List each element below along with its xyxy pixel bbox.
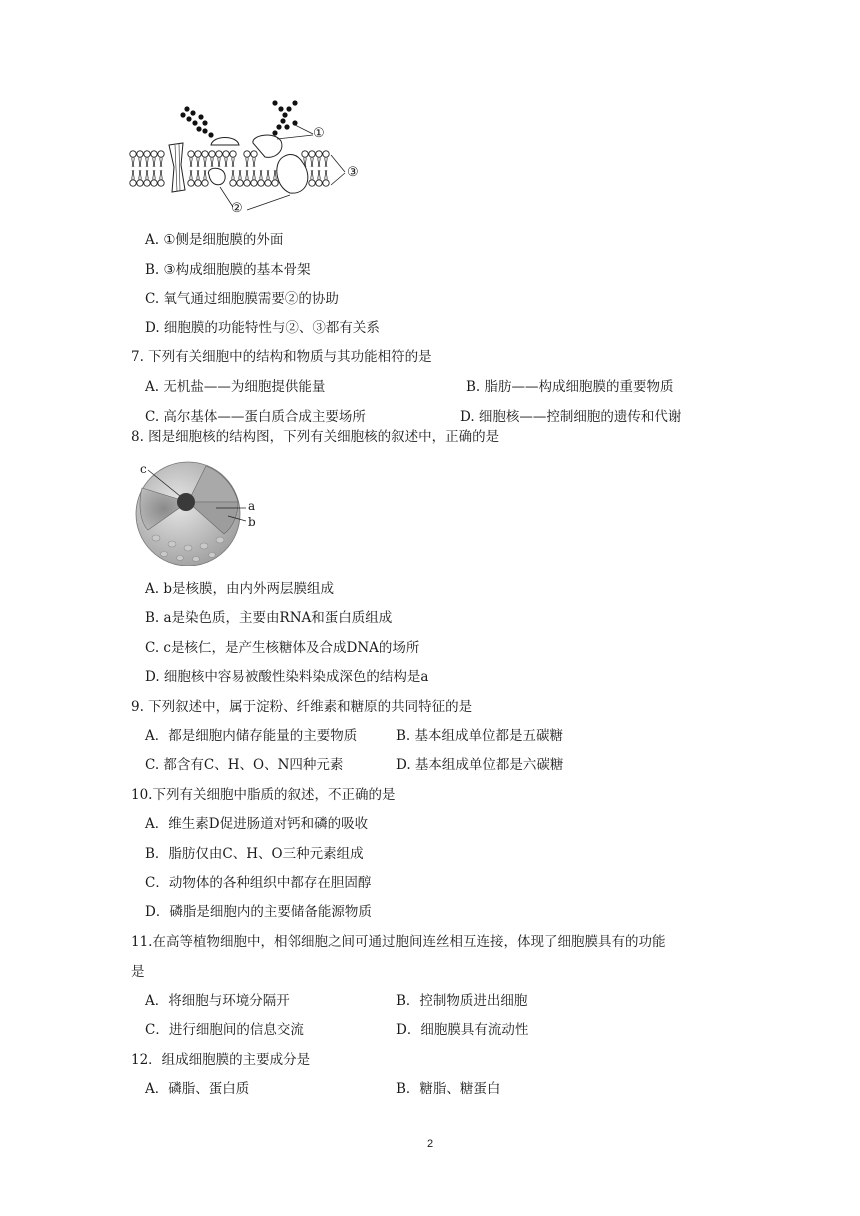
- q12-option-b: B．糖脂、糖蛋白: [396, 1081, 501, 1097]
- q10-option-a: A．维生素D促进肠道对钙和磷的吸收: [145, 816, 369, 832]
- nucleus-label-b: b: [248, 515, 256, 529]
- q7-option-d: D. 细胞核——控制细胞的遗传和代谢: [460, 409, 682, 425]
- inner-protein: [208, 168, 225, 185]
- q6-option-b: B. ③构成细胞膜的基本骨架: [145, 262, 311, 278]
- q8-option-d: D. 细胞核中容易被酸性染料染成深色的结构是a: [145, 669, 429, 685]
- q9-option-c: C. 都含有C、H、O、N四种元素: [145, 757, 344, 773]
- q11-option-d: D．细胞膜具有流动性: [396, 1022, 529, 1038]
- q7-stem: 7. 下列有关细胞中的结构和物质与其功能相符的是: [131, 349, 432, 365]
- q6-option-a: A. ①侧是细胞膜的外面: [145, 232, 284, 248]
- figure-label-2: ②: [231, 201, 243, 216]
- q12-option-a: A．磷脂、蛋白质: [145, 1081, 250, 1097]
- q8-option-b: B. a是染色质，主要由RNA和蛋白质组成: [145, 610, 393, 626]
- peripheral-protein: [211, 138, 239, 146]
- q7-option-b: B. 脂肪——构成细胞膜的重要物质: [466, 379, 674, 395]
- figure-label-1: ①: [313, 126, 325, 141]
- nucleus-label-c: c: [140, 462, 147, 476]
- q8-stem: 8. 图是细胞核的结构图，下列有关细胞核的叙述中，正确的是: [131, 429, 500, 445]
- q10-option-c: C．动物体的各种组织中都存在胆固醇: [145, 875, 372, 891]
- q7-option-c: C. 高尔基体——蛋白质合成主要场所: [145, 409, 366, 425]
- q11-option-c: C．进行细胞间的信息交流: [145, 1022, 304, 1038]
- figure-label-3: ③: [347, 165, 359, 180]
- page-number: 2: [426, 1138, 434, 1150]
- q8-option-c: C. c是核仁，是产生核糖体及合成DNA的场所: [145, 640, 420, 656]
- q9-option-d: D. 基本组成单位都是六碳糖: [396, 757, 564, 773]
- nucleus-label-a: a: [248, 499, 256, 513]
- q9-option-a: A．都是细胞内储存能量的主要物质: [145, 728, 358, 744]
- q6-option-c: C. 氧气通过细胞膜需要②的协助: [145, 291, 339, 307]
- q11-stem-line2: 是: [131, 964, 145, 980]
- cell-nucleus-figure: [128, 458, 268, 566]
- q6-option-d: D. 细胞膜的功能特性与②、③都有关系: [145, 320, 380, 336]
- q8-option-a: A. b是核膜，由内外两层膜组成: [145, 581, 334, 597]
- cell-membrane-figure: [125, 95, 375, 220]
- glycoprotein-chain-right: [272, 100, 297, 135]
- q12-stem: 12．组成细胞膜的主要成分是: [131, 1052, 311, 1068]
- q11-option-b: B．控制物质进出细胞: [396, 993, 528, 1009]
- q10-option-d: D．磷脂是细胞内的主要储备能源物质: [145, 904, 372, 920]
- q9-stem: 9. 下列叙述中，属于淀粉、纤维素和糖原的共同特征的是: [131, 699, 473, 715]
- q9-option-b: B. 基本组成单位都是五碳糖: [396, 728, 564, 744]
- q11-stem-line1: 11.在高等植物细胞中，相邻细胞之间可通过胞间连丝相互连接，体现了细胞膜具有的功能: [131, 934, 666, 950]
- large-protein: [277, 155, 308, 194]
- q10-stem: 10.下列有关细胞中脂质的叙述，不正确的是: [131, 787, 396, 803]
- q10-option-b: B．脂肪仅由C、H、O三种元素组成: [145, 846, 364, 862]
- q11-option-a: A．将细胞与环境分隔开: [145, 993, 290, 1009]
- q7-option-a: A. 无机盐——为细胞提供能量: [145, 379, 326, 395]
- glycoprotein-chain-left: [180, 106, 213, 137]
